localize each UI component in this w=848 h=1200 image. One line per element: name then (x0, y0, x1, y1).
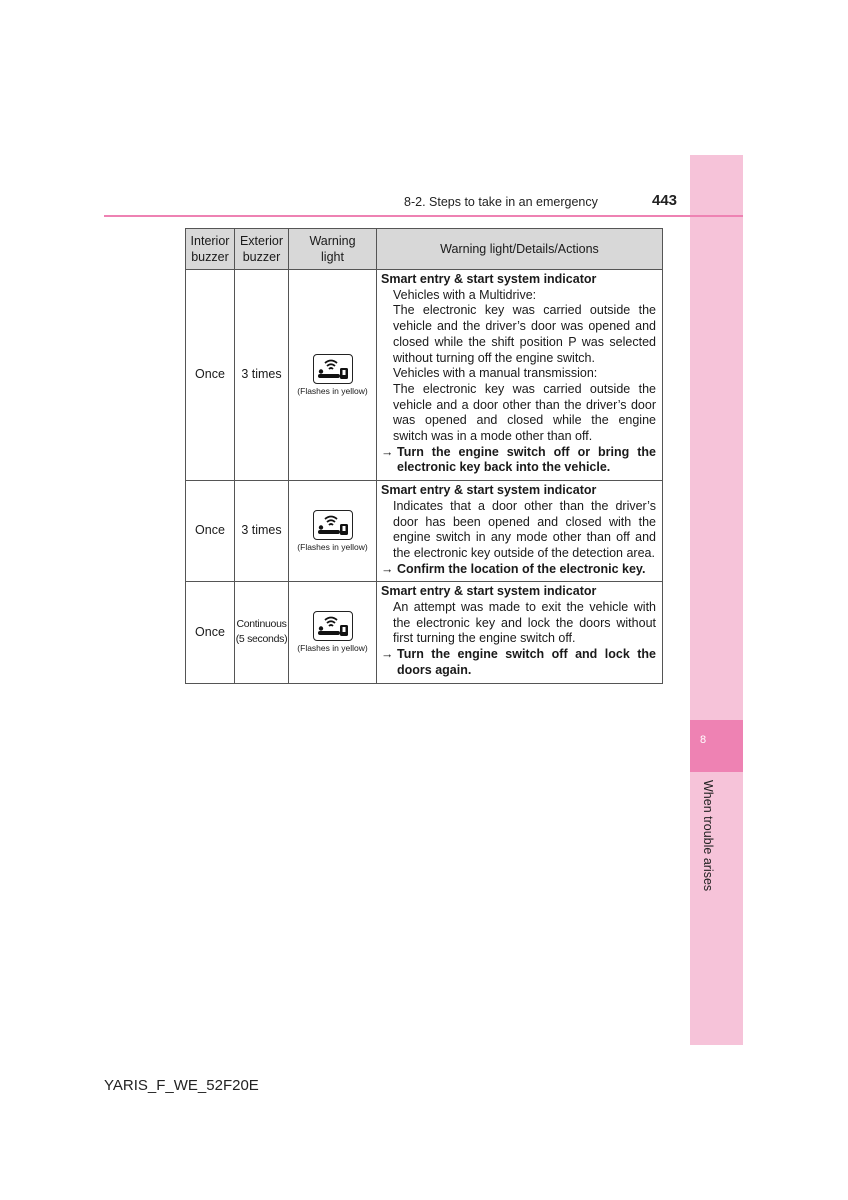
chapter-side-tab (690, 155, 743, 1045)
warning-light-cell (289, 582, 377, 683)
indicator-title: Smart entry & start system indicator (381, 584, 597, 599)
action-text: Turn the engine switch off or bring the electronic key back into the vehicle. (397, 444, 656, 475)
interior-buzzer-cell: Once (186, 582, 235, 683)
flash-caption: (Flashes in yellow) (297, 643, 368, 654)
interior-buzzer-cell: Once (186, 481, 235, 582)
condition-text: The electronic key was carried outside the vehicle and a door other than the driver’s door was opened and closed while the engine switch was in a mode other than off. (393, 381, 656, 444)
header-exterior-buzzer: Exterior buzzer (235, 229, 289, 270)
smart-entry-key-icon (313, 354, 353, 384)
exterior-buzzer-cell: 3 times (235, 481, 289, 582)
action-text: Confirm the location of the electronic key. (397, 561, 646, 576)
action-line (381, 562, 656, 578)
details-cell (377, 481, 663, 582)
header-interior-buzzer: Interior buzzer (186, 229, 235, 270)
smart-entry-key-icon (313, 611, 353, 641)
table-row (186, 481, 663, 582)
chapter-title: When trouble arises (701, 780, 715, 892)
arrow-right-icon: → (381, 647, 394, 662)
table-header-row (186, 229, 663, 270)
action-text: Turn the engine switch off and lock the doors again. (397, 647, 656, 677)
condition-text: Indicates that a door other than the driver’s door has been opened and closed with the engine switch in any mode other than off and the electronic key outside of the detection area. (393, 498, 656, 560)
smart-entry-key-icon (313, 510, 353, 540)
arrow-right-icon: → (381, 444, 394, 459)
flash-caption: (Flashes in yellow) (297, 386, 368, 397)
document-code: YARIS_F_WE_52F20E (104, 1077, 259, 1094)
page-number: 443 (652, 192, 678, 209)
chapter-number: 8 (690, 720, 743, 772)
header-details-actions: Warning light/Details/Actions (377, 229, 663, 270)
condition-text: An attempt was made to exit the vehicle with the electronic key and lock the doors without first turning the engine switch off. (393, 600, 656, 646)
exterior-buzzer-cell: 3 times (235, 270, 289, 481)
table-row (186, 270, 663, 481)
action-line (381, 647, 656, 678)
indicator-title: Smart entry & start system indicator (381, 272, 597, 286)
warning-light-cell (289, 270, 377, 481)
interior-buzzer-cell: Once (186, 270, 235, 481)
details-cell (377, 582, 663, 683)
warning-light-cell (289, 481, 377, 582)
indicator-title: Smart entry & start system indicator (381, 483, 597, 498)
condition-label: Vehicles with a Multidrive: (393, 287, 537, 302)
action-line (381, 445, 656, 476)
arrow-right-icon: → (381, 561, 394, 576)
details-cell (377, 270, 663, 481)
section-title: 8-2. Steps to take in an emergency (404, 195, 598, 209)
header-warning-light: Warning light (289, 229, 377, 270)
flash-caption: (Flashes in yellow) (297, 542, 368, 553)
table-row (186, 582, 663, 683)
condition-text: The electronic key was carried outside the vehicle and the driver’s door was opened and closed while the shift position P was selected without turning off the engine switch. (393, 303, 656, 365)
exterior-buzzer-cell: Continuous (5 seconds) (235, 582, 289, 683)
header-rule (104, 215, 743, 217)
warning-table (185, 228, 663, 684)
condition-label: Vehicles with a manual transmission: (393, 366, 598, 381)
